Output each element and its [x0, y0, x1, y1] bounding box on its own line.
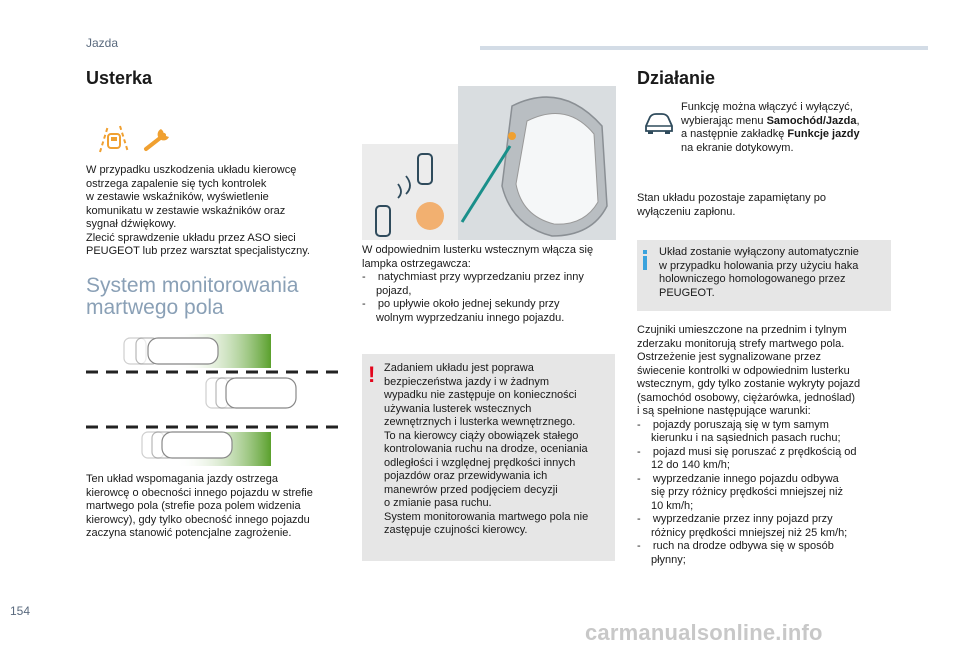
list-item: - wyprzedzanie innego pojazdu odbywa [637, 472, 839, 485]
wrench-icon [146, 129, 169, 149]
header-title: Jazda [86, 36, 119, 50]
info-icon [643, 256, 647, 270]
orange-dot [416, 202, 444, 230]
mirror-illustration [362, 86, 616, 240]
list-item: - po upływie około jednej sekundy przy [362, 298, 560, 310]
usterka-text: W przypadku uszkodzenia układu kierowcę ostrzega zapalenie się tych kontrolek w zestawie wskaźników, wyświetlenie komunikatu w zestawie wskaźników oraz sygnał dźwiękowy. Zlecić sprawdzenie układu przez ASO sieci PEUGEOT lub przez warsztat specjalistyczny. [86, 164, 310, 257]
system-heading: System monitorowania martwego pola [86, 274, 299, 319]
list-item: - ruch na drodze odbywa się w sposób [637, 540, 834, 552]
warning-text: Zadaniem układu jest poprawa bezpieczeństwa jazdy i w żadnym wypadku nie zastępuje on konieczności używania lusterek wstecznych zewnętrznych i lusterka wewnętrznego. To na kierowcy ciąży obowiązek stałego kontrolowania ruchu na drodze, oceniania odległości i względnej prędkości innych pojazdów oraz przewidywania ich manewrów przed podjęciem decyzji o zmianie pasa ruchu. System monitorowania martwego pola nie zastępuje czujności kierowcy. [384, 362, 589, 536]
blind-spot-lamp-icon [100, 126, 128, 152]
info-icon-dot [643, 250, 647, 254]
blind-spot-illustration [86, 332, 338, 466]
mirror-text: W odpowiednim lusterku wstecznym włącza się lampka ostrzegawcza: - natychmiast przy wyprzedzaniu przez inny pojazd, - po upływie około jednej sekundy przy wolnym wyprzedzaniu innego pojazdu. [362, 244, 594, 324]
watermark: carmanualsonline.info [585, 620, 823, 645]
list-item: - wyprzedzanie przez inny pojazd przy [637, 513, 833, 525]
state-text: Stan układu pozostaje zapamiętany po wyłączeniu zapłonu. [637, 192, 826, 218]
list-item: - natychmiast przy wyprzedzaniu przez inny [362, 271, 584, 283]
sensors-text: Czujniki umieszczone na przednim i tylnym zderzaku monitorują strefy martwego pola. Ostrzeżenie jest sygnalizowane przez świecenie kontrolki w odpowiednim lusterku wstecznym, gdy tylko zostanie wykryty pojazd (samochód osobowy, ciężarówka, jednoślad) i są spełnione następujące warunki: - pojazdy poruszają się w tym samym kierunku i na sąsiednich pasach ruchu; - pojazd musi się poruszać z prędkością od 12 do 140 km/h; - wyprzedzanie innego pojazdu odbywa się przy różnicy prędkości mniejszej niż 10 km/h; - wyprzedzanie przez inny pojazd przy różnicy prędkości mniejszej niż 25 km/h; - ruch na drodze odbywa się w sposób płynny; [637, 324, 861, 566]
list-item: - pojazd musi się poruszać z prędkością od [637, 445, 857, 458]
list-item: - pojazdy poruszają się w tym samym [637, 418, 829, 431]
system-text: Ten układ wspomagania jazdy ostrzega kierowcę o obecności innego pojazdu w strefie martwego pola (strefie poza polem widzenia kierowcy), gdy tylko obecność innego pojazdu zaczyna stanowić potencjalne zagrożenie. [86, 473, 313, 539]
page-number: 154 [10, 604, 31, 618]
info-text: Układ zostanie wyłączony automatycznie w przypadku holowania przy użyciu haka holowniczego homologowanego przez PEUGEOT. [659, 246, 859, 299]
header-bar [480, 46, 928, 50]
warning-lamps [84, 122, 184, 156]
car-icon [642, 112, 676, 134]
warning-icon: ! [368, 362, 376, 387]
car-top [148, 338, 218, 364]
car-bottom [162, 432, 232, 458]
usterka-heading: Usterka [86, 68, 153, 88]
dzialanie-heading: Działanie [637, 68, 716, 88]
car-middle [226, 378, 296, 408]
mirror-lamp-icon [508, 132, 516, 140]
menu-text: Funkcję można włączyć i wyłączyć, wybierając menu Samochód/Jazda, a następnie zakładkę Funkcje jazdy na ekranie dotykowym. [681, 101, 860, 154]
